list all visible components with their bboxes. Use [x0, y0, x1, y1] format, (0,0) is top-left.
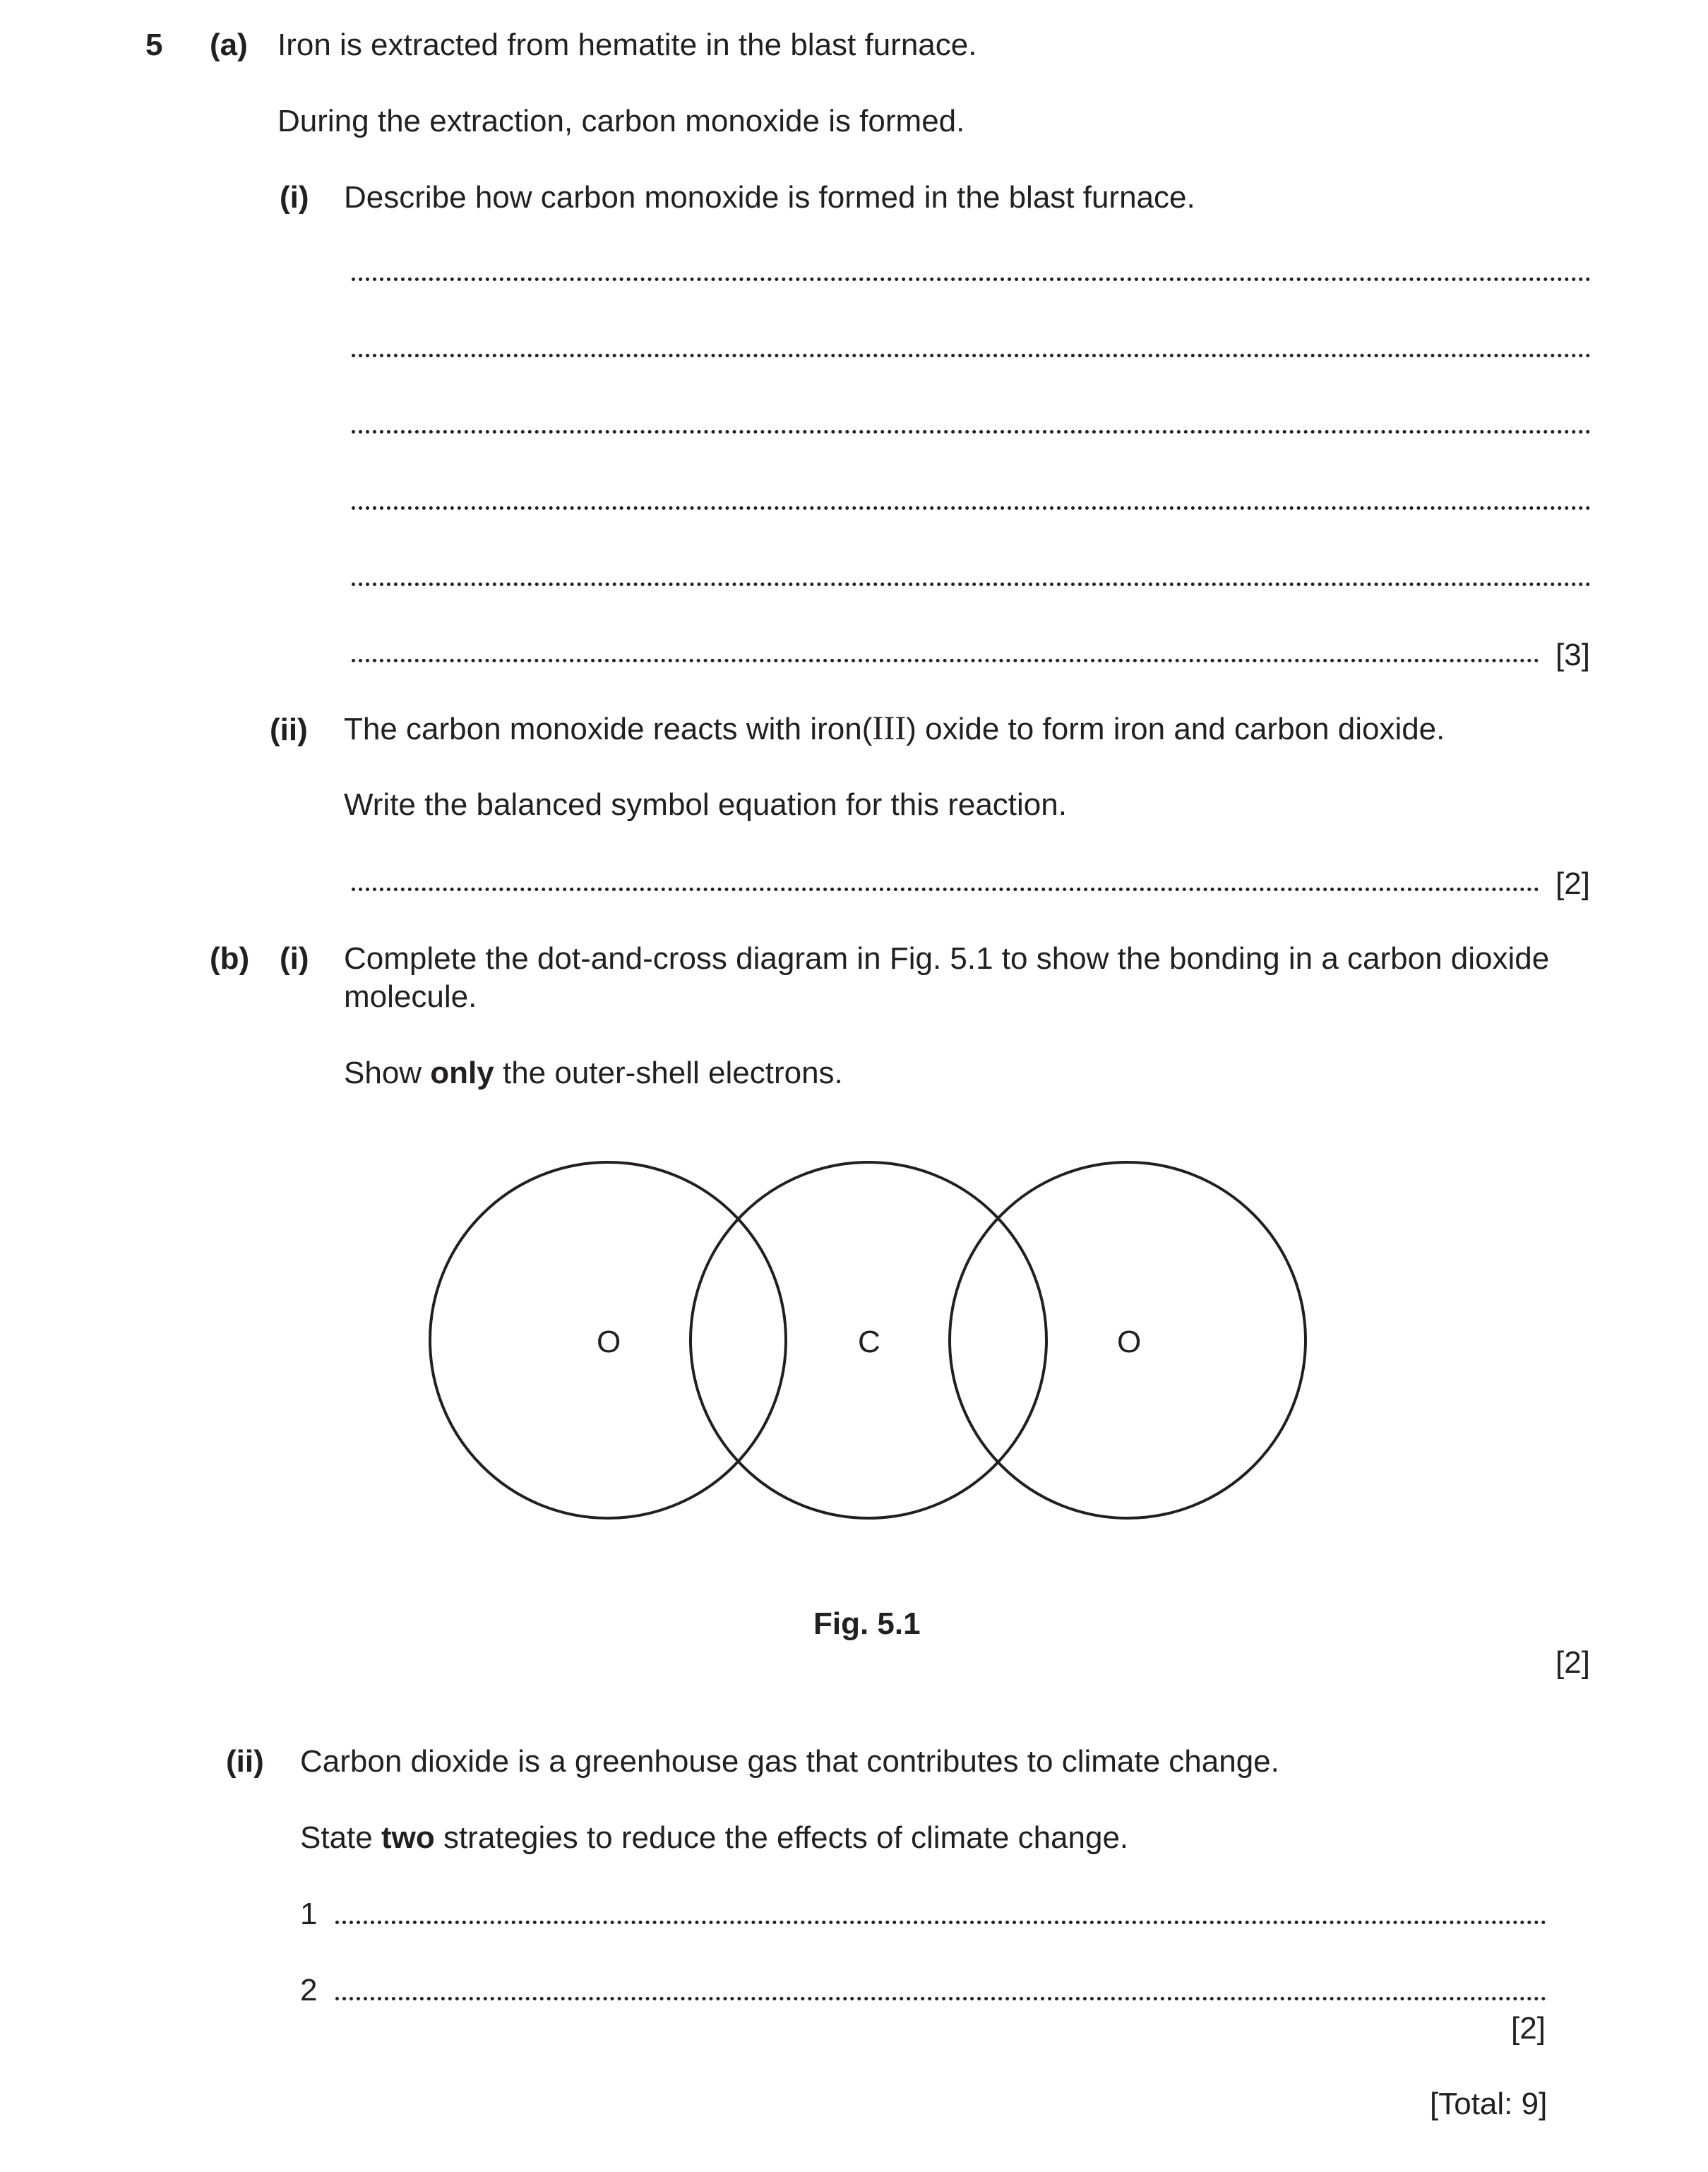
- total-marks: [Total: 9]: [1430, 2087, 1548, 2121]
- part-b-i-prompt-line-1: Complete the dot-and-cross diagram in Fig. 5.1 to show the bonding in a carbon dioxide: [344, 941, 1550, 976]
- part-a-ii-prompt: The carbon monoxide reacts with iron(III) oxide to form iron and carbon dioxide.: [344, 710, 1445, 747]
- atom-symbol-carbon: C: [858, 1325, 880, 1359]
- part-b-label: (b): [210, 941, 250, 976]
- part-b-i-prompt-line-2: molecule.: [344, 979, 477, 1014]
- part-a-i-prompt: Describe how carbon monoxide is formed in the blast furnace.: [344, 180, 1195, 215]
- answer-line-strategy-2[interactable]: [335, 1997, 1546, 2000]
- part-a-label: (a): [210, 28, 248, 62]
- question-number: 5: [145, 28, 163, 62]
- atom-symbol-oxygen-left: O: [597, 1325, 621, 1359]
- strategy-number-1: 1: [300, 1897, 318, 1931]
- part-a-ii-instruction: Write the balanced symbol equation for this reaction.: [344, 787, 1067, 822]
- atom-symbol-oxygen-right: O: [1117, 1325, 1142, 1359]
- part-b-ii-label: (ii): [226, 1744, 264, 1779]
- marks-a-ii: [2]: [1555, 866, 1590, 901]
- strategy-number-2: 2: [300, 1973, 318, 2007]
- figure-caption: Fig. 5.1: [813, 1606, 921, 1641]
- marks-a-i: [3]: [1555, 638, 1590, 672]
- marks-b-ii: [2]: [1511, 2011, 1546, 2046]
- part-b-ii-state-instruction: State two strategies to reduce the effects of climate change.: [300, 1820, 1129, 1855]
- marks-b-i: [2]: [1555, 1645, 1590, 1680]
- part-a-intro-1: Iron is extracted from hematite in the blast furnace.: [277, 28, 977, 62]
- answer-line-strategy-1[interactable]: [335, 1921, 1546, 1924]
- part-a-intro-2: During the extraction, carbon monoxide is formed.: [277, 104, 965, 138]
- part-b-ii-prompt: Carbon dioxide is a greenhouse gas that contributes to climate change.: [300, 1744, 1279, 1779]
- part-a-ii-label: (ii): [270, 712, 308, 747]
- roman-numeral-three: III: [872, 710, 907, 747]
- part-b-i-label: (i): [280, 941, 309, 976]
- part-b-i-show-instruction: Show only the outer-shell electrons.: [344, 1056, 843, 1090]
- part-a-i-label: (i): [280, 180, 309, 215]
